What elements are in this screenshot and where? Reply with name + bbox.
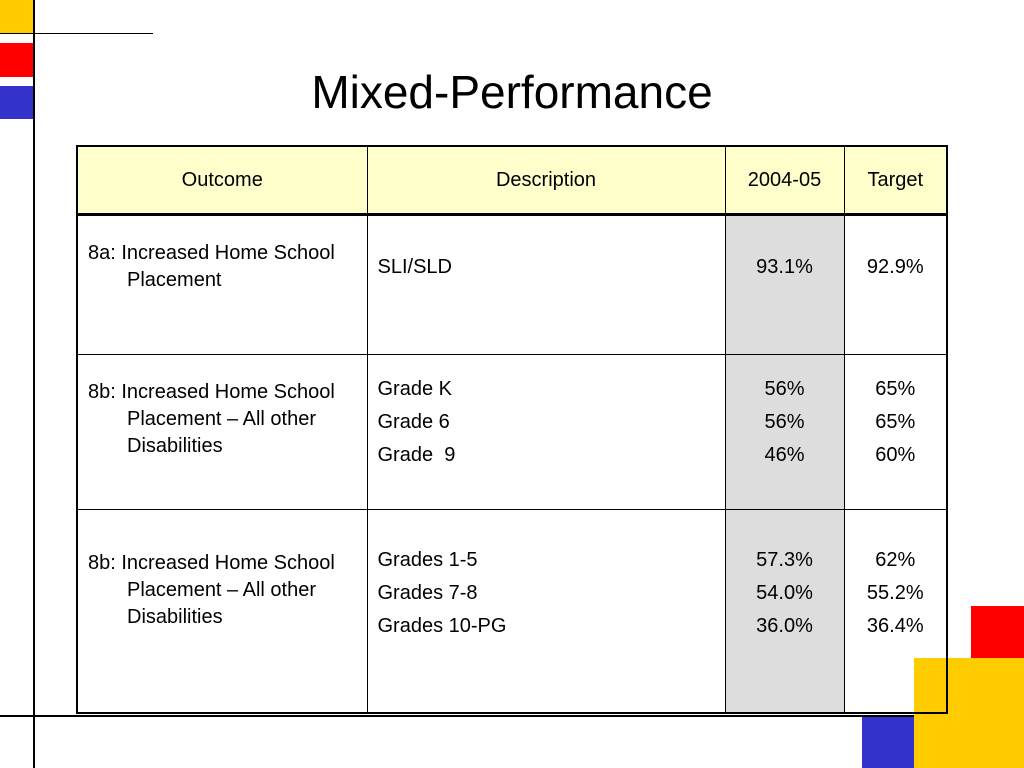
- description-value: SLI/SLD: [377, 256, 452, 278]
- outcome-text: 8a: Increased Home School Placement: [88, 242, 335, 291]
- year-2004-05-cell: [725, 355, 844, 510]
- outcome-cell: [77, 215, 367, 355]
- description-value: Grades 1-5: [377, 549, 478, 571]
- header-target: Target: [844, 146, 947, 215]
- table-row: [77, 510, 947, 714]
- table-row: [77, 215, 947, 355]
- table-row: [77, 355, 947, 510]
- slide-title: Mixed-Performance: [311, 66, 713, 118]
- description-value: Grade K: [377, 378, 452, 400]
- target-cell: [844, 215, 947, 355]
- target-value: 36.4%: [866, 615, 924, 637]
- target-cell: [844, 510, 947, 714]
- description-value: Grade 9: [377, 444, 456, 466]
- red-square-bottom-right: [971, 606, 1024, 658]
- target-value: 62%: [875, 549, 916, 571]
- table-header-row: [77, 146, 947, 215]
- description-value: Grades 7-8: [377, 582, 478, 604]
- description-cell: [367, 215, 725, 355]
- target-value: 65%: [875, 411, 916, 433]
- blue-square-bottom-right: [862, 717, 914, 768]
- year-2004-05-value: 56%: [764, 378, 805, 400]
- description-value: Grade 6: [377, 411, 450, 433]
- outcome-cell: [77, 355, 367, 510]
- description-cell: [367, 355, 725, 510]
- target-value: 92.9%: [866, 256, 924, 278]
- description-value: Grades 10-PG: [377, 615, 507, 637]
- target-value: 55.2%: [866, 582, 924, 604]
- header-description: Description: [367, 146, 725, 215]
- year-2004-05-value: 93.1%: [756, 256, 813, 278]
- target-cell: [844, 355, 947, 510]
- year-2004-05-value: 54.0%: [756, 582, 813, 604]
- year-2004-05-cell: [725, 215, 844, 355]
- year-2004-05-cell: [725, 510, 844, 714]
- year-2004-05-value: 36.0%: [756, 615, 813, 637]
- description-cell: [367, 510, 725, 714]
- target-value: 60%: [875, 444, 916, 466]
- year-2004-05-value: 57.3%: [756, 549, 813, 571]
- yellow-square-top-left: [0, 0, 34, 34]
- year-2004-05-value: 56%: [764, 411, 805, 433]
- outcome-text: 8b: Increased Home School Placement – All other Disabilities: [88, 381, 335, 457]
- outcome-cell: [77, 510, 367, 714]
- performance-table: [76, 145, 948, 714]
- header-2004-05: 2004-05: [725, 146, 844, 215]
- target-value: 65%: [875, 378, 916, 400]
- year-2004-05-value: 46%: [764, 444, 805, 466]
- header-outcome: Outcome: [77, 146, 367, 215]
- horizontal-rule-top: [0, 33, 153, 34]
- outcome-text: 8b: Increased Home School Placement – All other Disabilities: [88, 552, 335, 628]
